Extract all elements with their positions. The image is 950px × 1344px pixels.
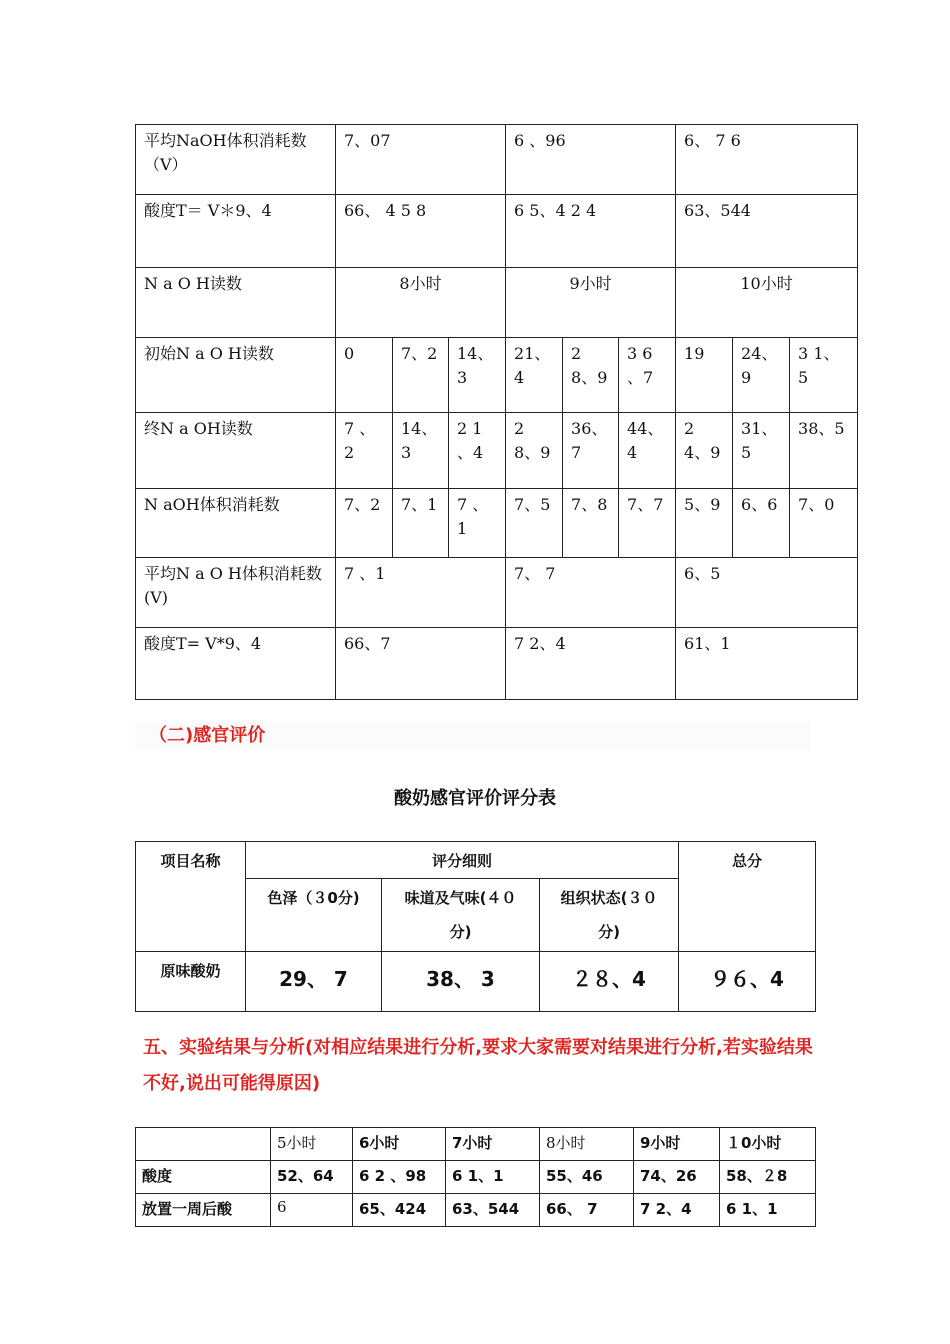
score-texture: ２８、4 (540, 952, 679, 1012)
table-cell: 55、46 (540, 1161, 634, 1194)
header-cell (136, 1128, 271, 1161)
row-label: N aOH体积消耗数 (136, 489, 336, 558)
table-row (136, 195, 858, 268)
table-cell: 7、2 (336, 489, 393, 558)
header-taste-line1: 味道及气味(４０ (404, 889, 517, 907)
cell-9h: 7、 7 (506, 558, 676, 628)
table-cell: 65、424 (353, 1194, 446, 1227)
table-row (136, 489, 858, 558)
table-cell: 36、7 (563, 413, 619, 489)
table-cell: 6 1、1 (446, 1161, 540, 1194)
table-cell: 19 (676, 338, 733, 413)
results-table (135, 1127, 816, 1227)
cell-9h: 6 5、4 2 4 (506, 195, 676, 268)
table-row (136, 842, 816, 879)
row-item-name: 原味酸奶 (136, 952, 246, 1012)
table-cell: 58、２8 (720, 1161, 816, 1194)
table-cell: 3 1、5 (790, 338, 858, 413)
table-cell: 21、4 (506, 338, 563, 413)
header-cell: 5小时 (271, 1128, 353, 1161)
row-label: 酸度 (136, 1161, 271, 1194)
table-cell: 5、9 (676, 489, 733, 558)
table-cell: 2 8、9 (506, 413, 563, 489)
table-row (136, 628, 858, 700)
score-color: 29、 7 (246, 952, 382, 1012)
header-texture-line1: 组织状态(３０ (560, 889, 658, 907)
score-taste: 38、 3 (382, 952, 540, 1012)
table-cell: 14、3 (393, 413, 449, 489)
section-heading-results: 五、实验结果与分析(对相应结果进行分析,要求大家需要对结果进行分析,若实验结果不好,说出可能得原因) (143, 1037, 813, 1094)
header-taste-line2: 分) (449, 923, 472, 941)
table-cell: 14、3 (449, 338, 506, 413)
cell-9h: 6 、96 (506, 125, 676, 195)
table-cell: 74、26 (634, 1161, 720, 1194)
row-label: 平均NaOH体积消耗数（V） (136, 125, 336, 195)
table-cell: 63、544 (446, 1194, 540, 1227)
table-cell: 0 (336, 338, 393, 413)
table-cell: 24、9 (733, 338, 790, 413)
table-cell: 6 (271, 1194, 353, 1227)
row-label: 放置一周后酸 (136, 1194, 271, 1227)
header-cell: １0小时 (720, 1128, 816, 1161)
table-cell: 31、5 (733, 413, 790, 489)
table-row (136, 338, 858, 413)
table-cell: 7、2 (393, 338, 449, 413)
cell-10h: 6、5 (676, 558, 858, 628)
table-cell: 2 1 、4 (449, 413, 506, 489)
table-cell: 7、5 (506, 489, 563, 558)
cell-8h: 7、07 (336, 125, 506, 195)
table-cell: 2 4、9 (676, 413, 733, 489)
header-criteria: 评分细则 (246, 842, 679, 879)
table-row (136, 268, 858, 338)
table-cell: 66、 7 (540, 1194, 634, 1227)
row-label: 平均N a O H体积消耗数(V) (136, 558, 336, 628)
cell-9h: 7 2、4 (506, 628, 676, 700)
table-cell: 6、6 (733, 489, 790, 558)
table-cell: 44、4 (619, 413, 676, 489)
header-texture-line2: 分) (598, 923, 620, 941)
acidity-table (135, 124, 858, 700)
table-cell: 7、0 (790, 489, 858, 558)
table-row (136, 125, 858, 195)
table-row (136, 1161, 816, 1194)
hour-9: 9小时 (506, 268, 676, 338)
row-label: 酸度T＝ V＊9、4 (136, 195, 336, 268)
header-cell: 7小时 (446, 1128, 540, 1161)
cell-10h: 61、1 (676, 628, 858, 700)
table-row (136, 952, 816, 1012)
table-cell: 7 、2 (336, 413, 393, 489)
table-cell: 6 2 、98 (353, 1161, 446, 1194)
section-heading-sensory: （二)感官评价 (135, 722, 810, 750)
table-row (136, 1194, 816, 1227)
cell-10h: 63、544 (676, 195, 858, 268)
table-cell: 3 6 、7 (619, 338, 676, 413)
table-row (136, 1128, 816, 1161)
row-label: 酸度T= V*9、4 (136, 628, 336, 700)
row-label: N a O H读数 (136, 268, 336, 338)
hour-10: 10小时 (676, 268, 858, 338)
cell-8h: 7 、1 (336, 558, 506, 628)
table-cell: 38、5 (790, 413, 858, 489)
table-cell: 7 2、4 (634, 1194, 720, 1227)
sensory-score-table (135, 841, 816, 1012)
header-cell: 8小时 (540, 1128, 634, 1161)
score-total: ９６、4 (679, 952, 816, 1012)
cell-8h: 66、7 (336, 628, 506, 700)
table-title: 酸奶感官评价评分表 (394, 788, 556, 809)
header-cell: 6小时 (353, 1128, 446, 1161)
row-label: 初始N a O H读数 (136, 338, 336, 413)
table-row (136, 413, 858, 489)
table-row (136, 558, 858, 628)
table-cell: 2 8、9 (563, 338, 619, 413)
cell-10h: 6、 7 6 (676, 125, 858, 195)
header-taste (382, 879, 540, 952)
table-cell: 7、8 (563, 489, 619, 558)
table-cell: 7、7 (619, 489, 676, 558)
table-cell: 6 1、1 (720, 1194, 816, 1227)
header-item-name: 项目名称 (136, 842, 246, 952)
header-total: 总分 (679, 842, 816, 952)
table-cell: 7 、1 (449, 489, 506, 558)
hour-8: 8小时 (336, 268, 506, 338)
header-texture (540, 879, 679, 952)
header-cell: 9小时 (634, 1128, 720, 1161)
table-cell: 7、1 (393, 489, 449, 558)
row-label: 终N a OH读数 (136, 413, 336, 489)
header-color: 色泽（３0分) (246, 879, 382, 952)
table-cell: 52、64 (271, 1161, 353, 1194)
cell-8h: 66、 4 5 8 (336, 195, 506, 268)
